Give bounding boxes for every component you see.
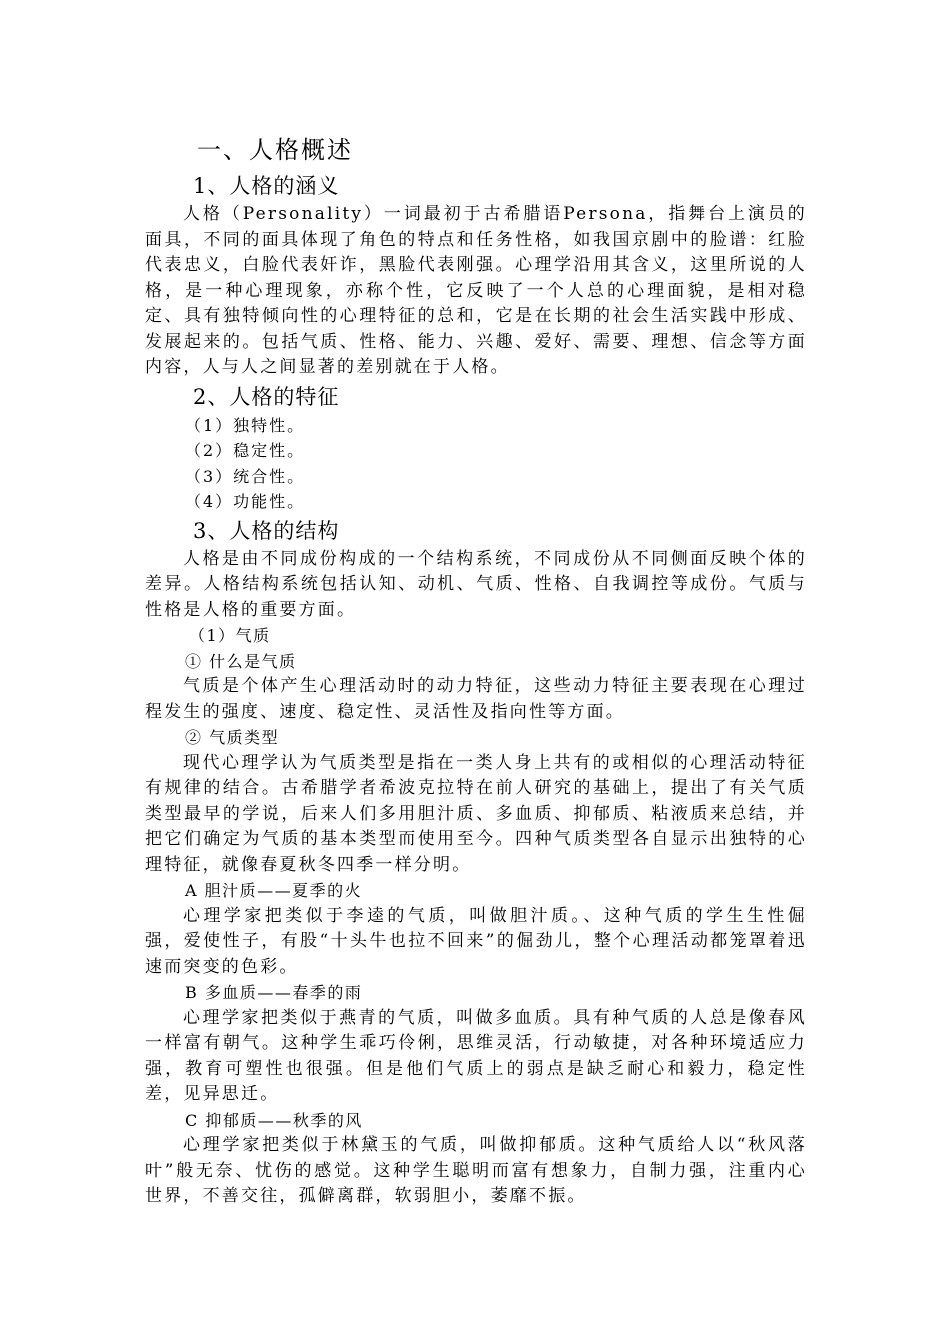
paragraph-choleric: 心理学家把类似于李逵的气质，叫做胆汁质。、这种气质的学生生性倔强，爱使性子，有股“十头牛也拉不回来”的倔劲儿，整个心理活动都笼罩着迅速而突变的色彩。 (145, 905, 807, 977)
paragraph-temperament-types: 现代心理学认为气质类型是指在一类人身上共有的或相似的心理活动特征有规律的结合。古希腊学者希波克拉特在前人研究的基础上，提出了有关气质类型最早的学说，后来人们多用胆汁质、多血质、抑郁质、粘液质来总结，并把它们确定为气质的基本类型而使用至今。四种气质类型各自显示出独特的心理特征，就像春夏秋冬四季一样分明。 (145, 752, 807, 875)
paragraph-structure-intro: 人格是由不同成份构成的一个结构系统，不同成份从不同侧面反映个体的差异。人格结构系统包括认知、动机、气质、性格、自我调控等成份。气质与性格是人格的重要方面。 (145, 548, 807, 620)
list-item: （2）稳定性。 (185, 441, 306, 460)
page-title: 一、人格概述 (197, 136, 353, 164)
paragraph-sanguine: 心理学家把类似于燕青的气质，叫做多血质。具有种气质的人总是像春风一样富有朝气。这种学生乖巧伶俐，思维灵活，行动敏捷，对各种环境适应力强，教育可塑性也很强。但是他们气质上的弱点是缺乏耐心和毅力，稳定性差，见异思迁。 (145, 1007, 807, 1104)
list-item: （3）统合性。 (185, 466, 306, 486)
type-heading-melancholic: C 抑郁质——秋季的风 (185, 1110, 363, 1130)
document-page (145, 130, 807, 1210)
section-heading-features: 2、人格的特征 (193, 384, 340, 409)
paragraph-melancholic: 心理学家把类似于林黛玉的气质，叫做抑郁质。这种气质给人以“秋风落叶”般无奈、忧伤的感觉。这种学生聪明而富有想象力，自制力强，注重内心世界，不善交往，孤僻离群，软弱胆小，萎靡不振。 (145, 1135, 807, 1206)
type-heading-choleric: A 胆汁质——夏季的火 (185, 881, 363, 900)
paragraph-what-is-temperament: 气质是个体产生心理活动时的动力特征，这些动力特征主要表现在心理过程发生的强度、速度、稳定性、灵活性及指向性等方面。 (145, 676, 807, 722)
section-heading-structure: 3、人格的结构 (193, 518, 340, 543)
list-item: （4）功能性。 (185, 492, 306, 511)
question-heading-types: ② 气质类型 (185, 728, 280, 747)
paragraph-meaning: 人格（Personality）一词最初于古希腊语Persona，指舞台上演员的面具，不同的面具体现了角色的特点和任务性格，如我国京剧中的脸谱：红脸代表忠义，白脸代表奸诈，黑脸代表刚强。心理学沿用其含义，这里所说的人格，是一种心理现象，亦称个性，它反映了一个人总的心理面貌，是相对稳定、具有独特倾向性的心理特征的总和，它是在长期的社会生活实践中形成、发展起来的。包括气质、性格、能力、兴趣、爱好、需要、理想、信念等方面内容，人与人之间显著的差别就在于人格。 (145, 204, 807, 377)
list-item: （1）独特性。 (185, 415, 306, 435)
question-heading-what: ① 什么是气质 (185, 651, 297, 671)
type-heading-sanguine: B 多血质——春季的雨 (185, 983, 363, 1002)
section-heading-meaning: 1、人格的涵义 (193, 174, 340, 198)
sub-heading-temperament: （1）气质 (189, 626, 271, 645)
